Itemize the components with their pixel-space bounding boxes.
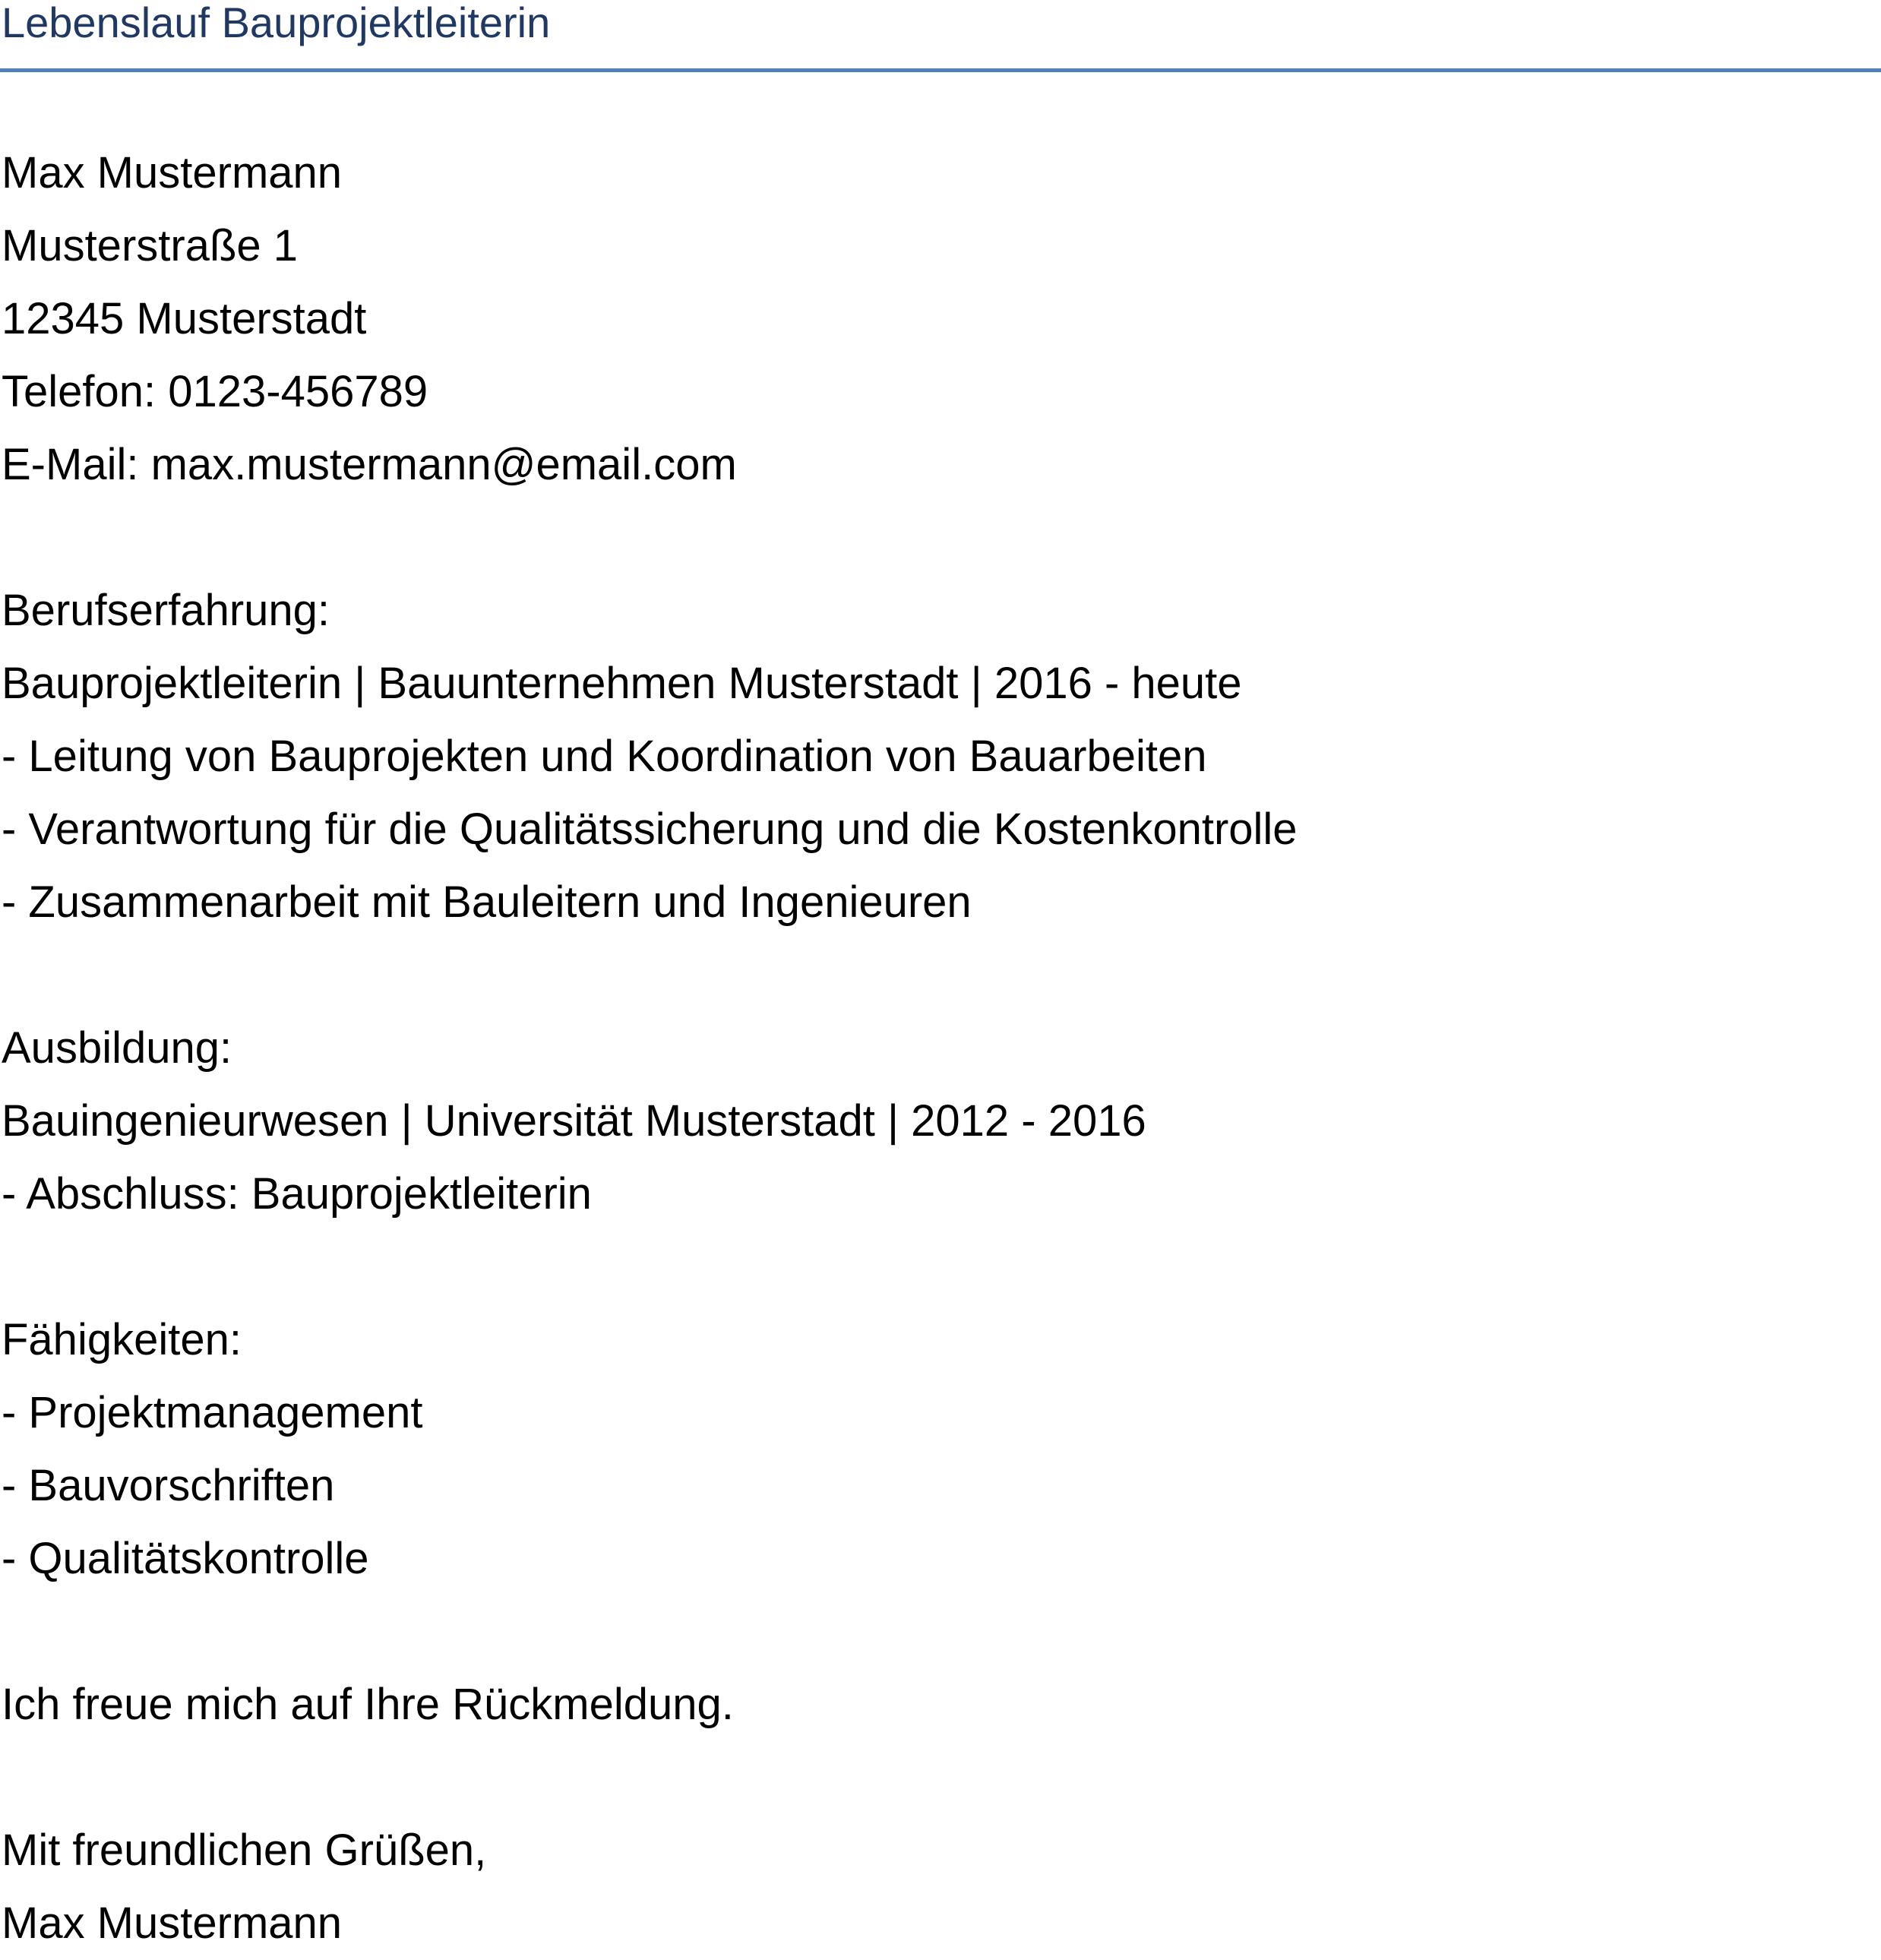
- education-program: Bauingenieurwesen | Universität Musterstadt | 2012 - 2016: [2, 1096, 1146, 1146]
- document-title: Lebenslauf Bauprojektleiterin: [2, 0, 551, 46]
- education-heading: Ausbildung:: [2, 1023, 232, 1073]
- experience-item: - Zusammenarbeit mit Bauleitern und Ingenieuren: [2, 877, 972, 927]
- signature-name: Max Mustermann: [2, 1898, 343, 1948]
- education-item: - Abschluss: Bauprojektleiterin: [2, 1169, 592, 1219]
- skills-heading: Fähigkeiten:: [2, 1315, 242, 1364]
- contact-name: Max Mustermann: [2, 148, 343, 198]
- skills-item: - Bauvorschriften: [2, 1461, 335, 1510]
- contact-email: E-Mail: max.mustermann@email.com: [2, 440, 737, 489]
- contact-phone: Telefon: 0123-456789: [2, 367, 428, 416]
- regards-text: Mit freundlichen Grüßen,: [2, 1826, 487, 1875]
- experience-item: - Leitung von Bauprojekten und Koordination von Bauarbeiten: [2, 732, 1207, 781]
- experience-item: - Verantwortung für die Qualitätssicherung und die Kostenkontrolle: [2, 805, 1298, 854]
- experience-heading: Berufserfahrung:: [2, 586, 330, 635]
- experience-position: Bauprojektleiterin | Bauunternehmen Musterstadt | 2016 - heute: [2, 659, 1242, 708]
- skills-item: - Projektmanagement: [2, 1388, 423, 1437]
- skills-item: - Qualitätskontrolle: [2, 1534, 369, 1583]
- contact-street: Musterstraße 1: [2, 221, 298, 270]
- contact-city: 12345 Musterstadt: [2, 294, 367, 343]
- closing-text: Ich freue mich auf Ihre Rückmeldung.: [2, 1680, 734, 1729]
- title-divider: [0, 68, 1881, 72]
